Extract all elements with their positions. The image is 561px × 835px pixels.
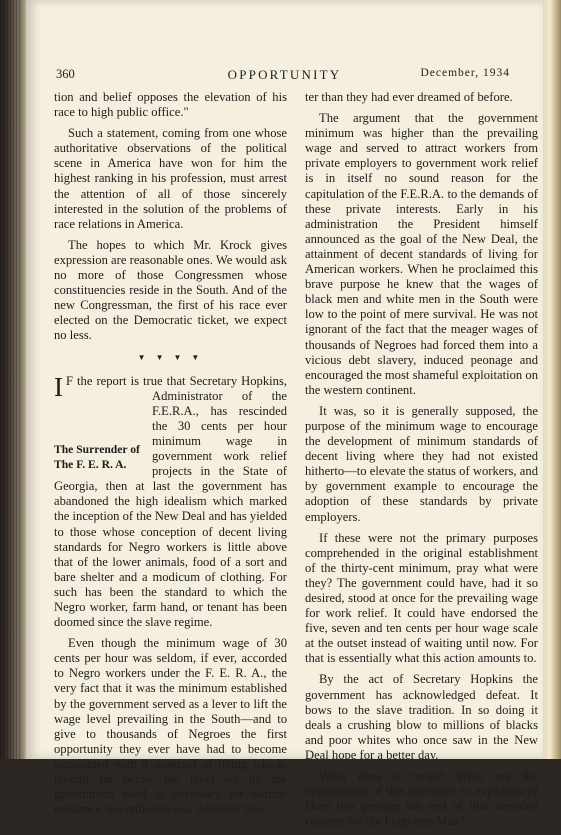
editorial-sidehead — [54, 442, 146, 472]
binding-texture — [4, 0, 20, 759]
page-edge — [543, 0, 561, 759]
paragraph: If these were not the primary purposes comprehended in the original establishment of the thirty-cent minimum, pray what were they? The government could have, had it so desired, stood at once for the prevailing wage for work relief. It could have endorsed the five, seven and ten cents per hour wage scale at the outset instead of waiting until now. For that is essentially what this action amounts to. — [305, 530, 538, 666]
magazine-title: OPPORTUNITY — [227, 67, 342, 82]
paragraph-text: F the report is true that Secretary Hopkins, Administrator of the F.E.R.A., has rescinded the 30 cents per hour minimum wage in government work relief projects in the State of Georgia, then at last the government has abandoned the high idealism which marked the inception of the New Deal and has yielded to those whose conception of decent living standards for Negro workers is little above that of the lower animals, food of a sort and bare shelter and a modicum of clothing. For such has been the standard to which the Negro worker, farm hand, or tenant has been doomed since the slave regime. — [54, 373, 287, 630]
book-binding — [0, 0, 26, 759]
paragraph: Such a statement, coming from one whose authoritative observations of the political scene in America have won for him the highest ranking in his profession, must arrest the attention of all of those sincerely interested in the solution of the problems of race relations in America. — [54, 126, 287, 231]
section-divider: ▼ ▼ ▼ ▼ — [137, 352, 204, 362]
right-column — [305, 90, 538, 835]
paragraph: tion and belief opposes the elevation of his race to high public office." — [54, 90, 287, 120]
editorial-opening-paragraph — [54, 371, 287, 631]
paragraph: ter than they had ever dreamed of before. — [305, 90, 513, 104]
paragraph: The argument that the government minimum was higher than the prevailing wage and served to attract workers from private employers to government work relief is in itself no sound reason for the capitulation of the F.E.R.A. to the demands of these private interests. Early in his administration the President himself announced as the goal of the New Deal, the attainment of decent standards of living for American workers. When he proclaimed this brave purpose he knew that the wages of black men and white men in the South were low to the point of mere survival. He was not ignorant of the fact that the meager wages of thousands of Negroes had forced them into a vicious debt slavery, induced peonage and encouraged the most shameful exploitation on the western continent. — [305, 111, 538, 397]
drop-cap: I — [54, 371, 63, 402]
page-header — [26, 67, 543, 87]
left-column — [54, 90, 287, 823]
magazine-page — [26, 0, 543, 829]
paragraph: It was, so it is generally supposed, the purpose of the minimum wage to encourage the development of minimum standards of decent living where they had not existed hitherto—to elevate the status of workers, and by government example to encourage the adoption of these standards by private employers. — [305, 403, 538, 524]
paragraph: Even though the minimum wage of 30 cents per hour was seldom, if ever, accorded to Negro workers under the F. E. R. A., the very fact that it was the minimum established by the government served as a lever to lift the wage level prevailing in the South—and to give to thousands of Negroes the first opportunity they ever have had to become acquainted with a standard of living which, though far below the level set by the government itself as necessary for normal existence, nevertheless was infinitely bet- — [54, 636, 287, 817]
sidehead-line: The Surrender of — [54, 442, 140, 456]
paragraph: The hopes to which Mr. Krock gives expression are reasonable ones. We would ask no more of those Congressmen whose constituencies reside in the South. And of the new Congressman, the first of his race ever elected on the Democratic ticket, we expect no less. — [54, 237, 287, 343]
paragraph: What does it mean? What are the implications of this surrender to expediency? Does this presage the end of that heralded concern for the Forgotten Man? — [305, 769, 538, 829]
page-number: 360 — [56, 67, 75, 81]
sidehead-line: The F. E. R. A. — [54, 457, 127, 471]
paragraph: By the act of Secretary Hopkins the government has acknowledged defeat. It bows to the slave tradition. In so doing it deals a crushing blow to millions of blacks and poor whites who once saw in the New Deal hope for a better day. — [305, 672, 538, 762]
issue-date: December, 1934 — [420, 67, 510, 79]
